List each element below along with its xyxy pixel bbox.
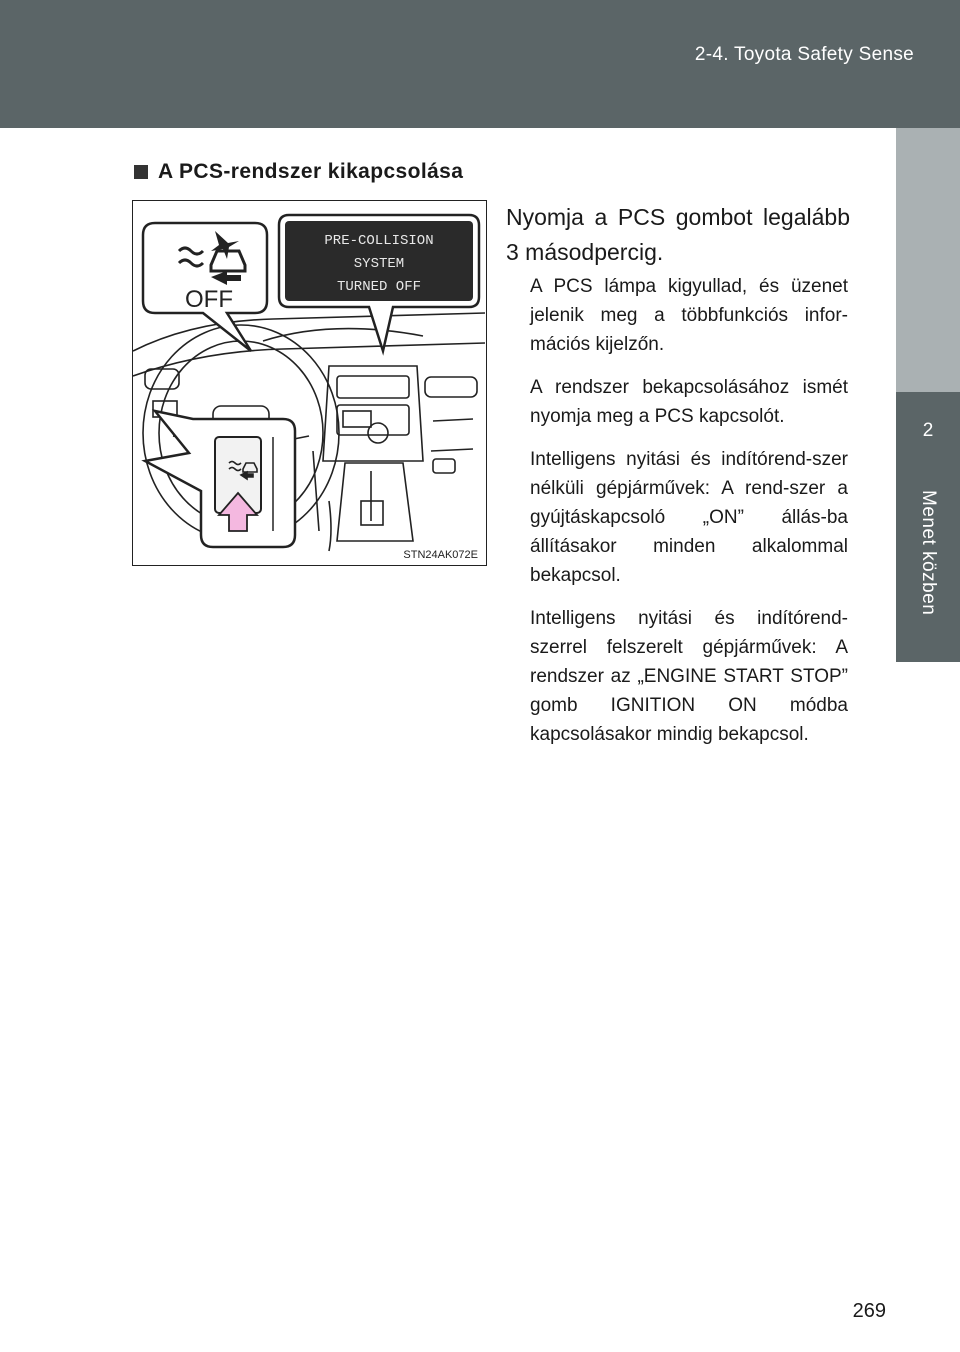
paragraph-2: A rendszer bekapcsolásához ismét nyomja meg a PCS kapcsolót. — [530, 377, 848, 427]
off-label: OFF — [185, 286, 233, 313]
paragraph-3: Intelligens nyitási és indítórend-szer nélküli gépjárművek: A rend-szer a gyújtáskapcsoló „ON” állás-ba állításakor minden alkalommal bekapcsol. — [530, 449, 848, 586]
side-tab-lower — [896, 662, 960, 1352]
instruction-text: Nyomja a PCS gombot legalább 3 másodpercig. — [506, 204, 850, 265]
paragraph-4: Intelligens nyitási és indítórend-szerrel felszerelt gépjárművek: A rendszer az „ENGINE START STOP” gomb IGNITION ON módba kapcsolásakor mindig bekapcsol. — [530, 608, 848, 745]
display-line-2: SYSTEM — [353, 256, 405, 272]
pcs-switch-callout — [145, 411, 295, 547]
header-section-title: 2-4. Toyota Safety Sense — [694, 44, 914, 65]
section-heading-text: A PCS-rendszer kikapcsolása — [158, 160, 464, 183]
display-line-3: TURNED OFF — [336, 279, 422, 295]
header-band — [0, 0, 960, 128]
display-line-1: PRE-COLLISION — [324, 233, 434, 249]
chapter-number: 2 — [922, 420, 934, 441]
heading-bullet-icon — [134, 165, 148, 179]
paragraph-1: A PCS lámpa kigyullad, és üzenet jelenik meg a többfunkciós infor-mációs kijelzőn. — [530, 276, 848, 355]
dashboard-figure — [132, 200, 487, 566]
dashboard-illustration — [133, 201, 485, 564]
explanation-paragraphs — [530, 272, 848, 763]
chapter-title: Menet közben — [918, 490, 939, 616]
page-number: 269 — [852, 1300, 886, 1322]
section-heading — [134, 160, 463, 184]
figure-code: STN24AK072E — [403, 549, 478, 561]
side-tab-upper — [896, 128, 960, 392]
